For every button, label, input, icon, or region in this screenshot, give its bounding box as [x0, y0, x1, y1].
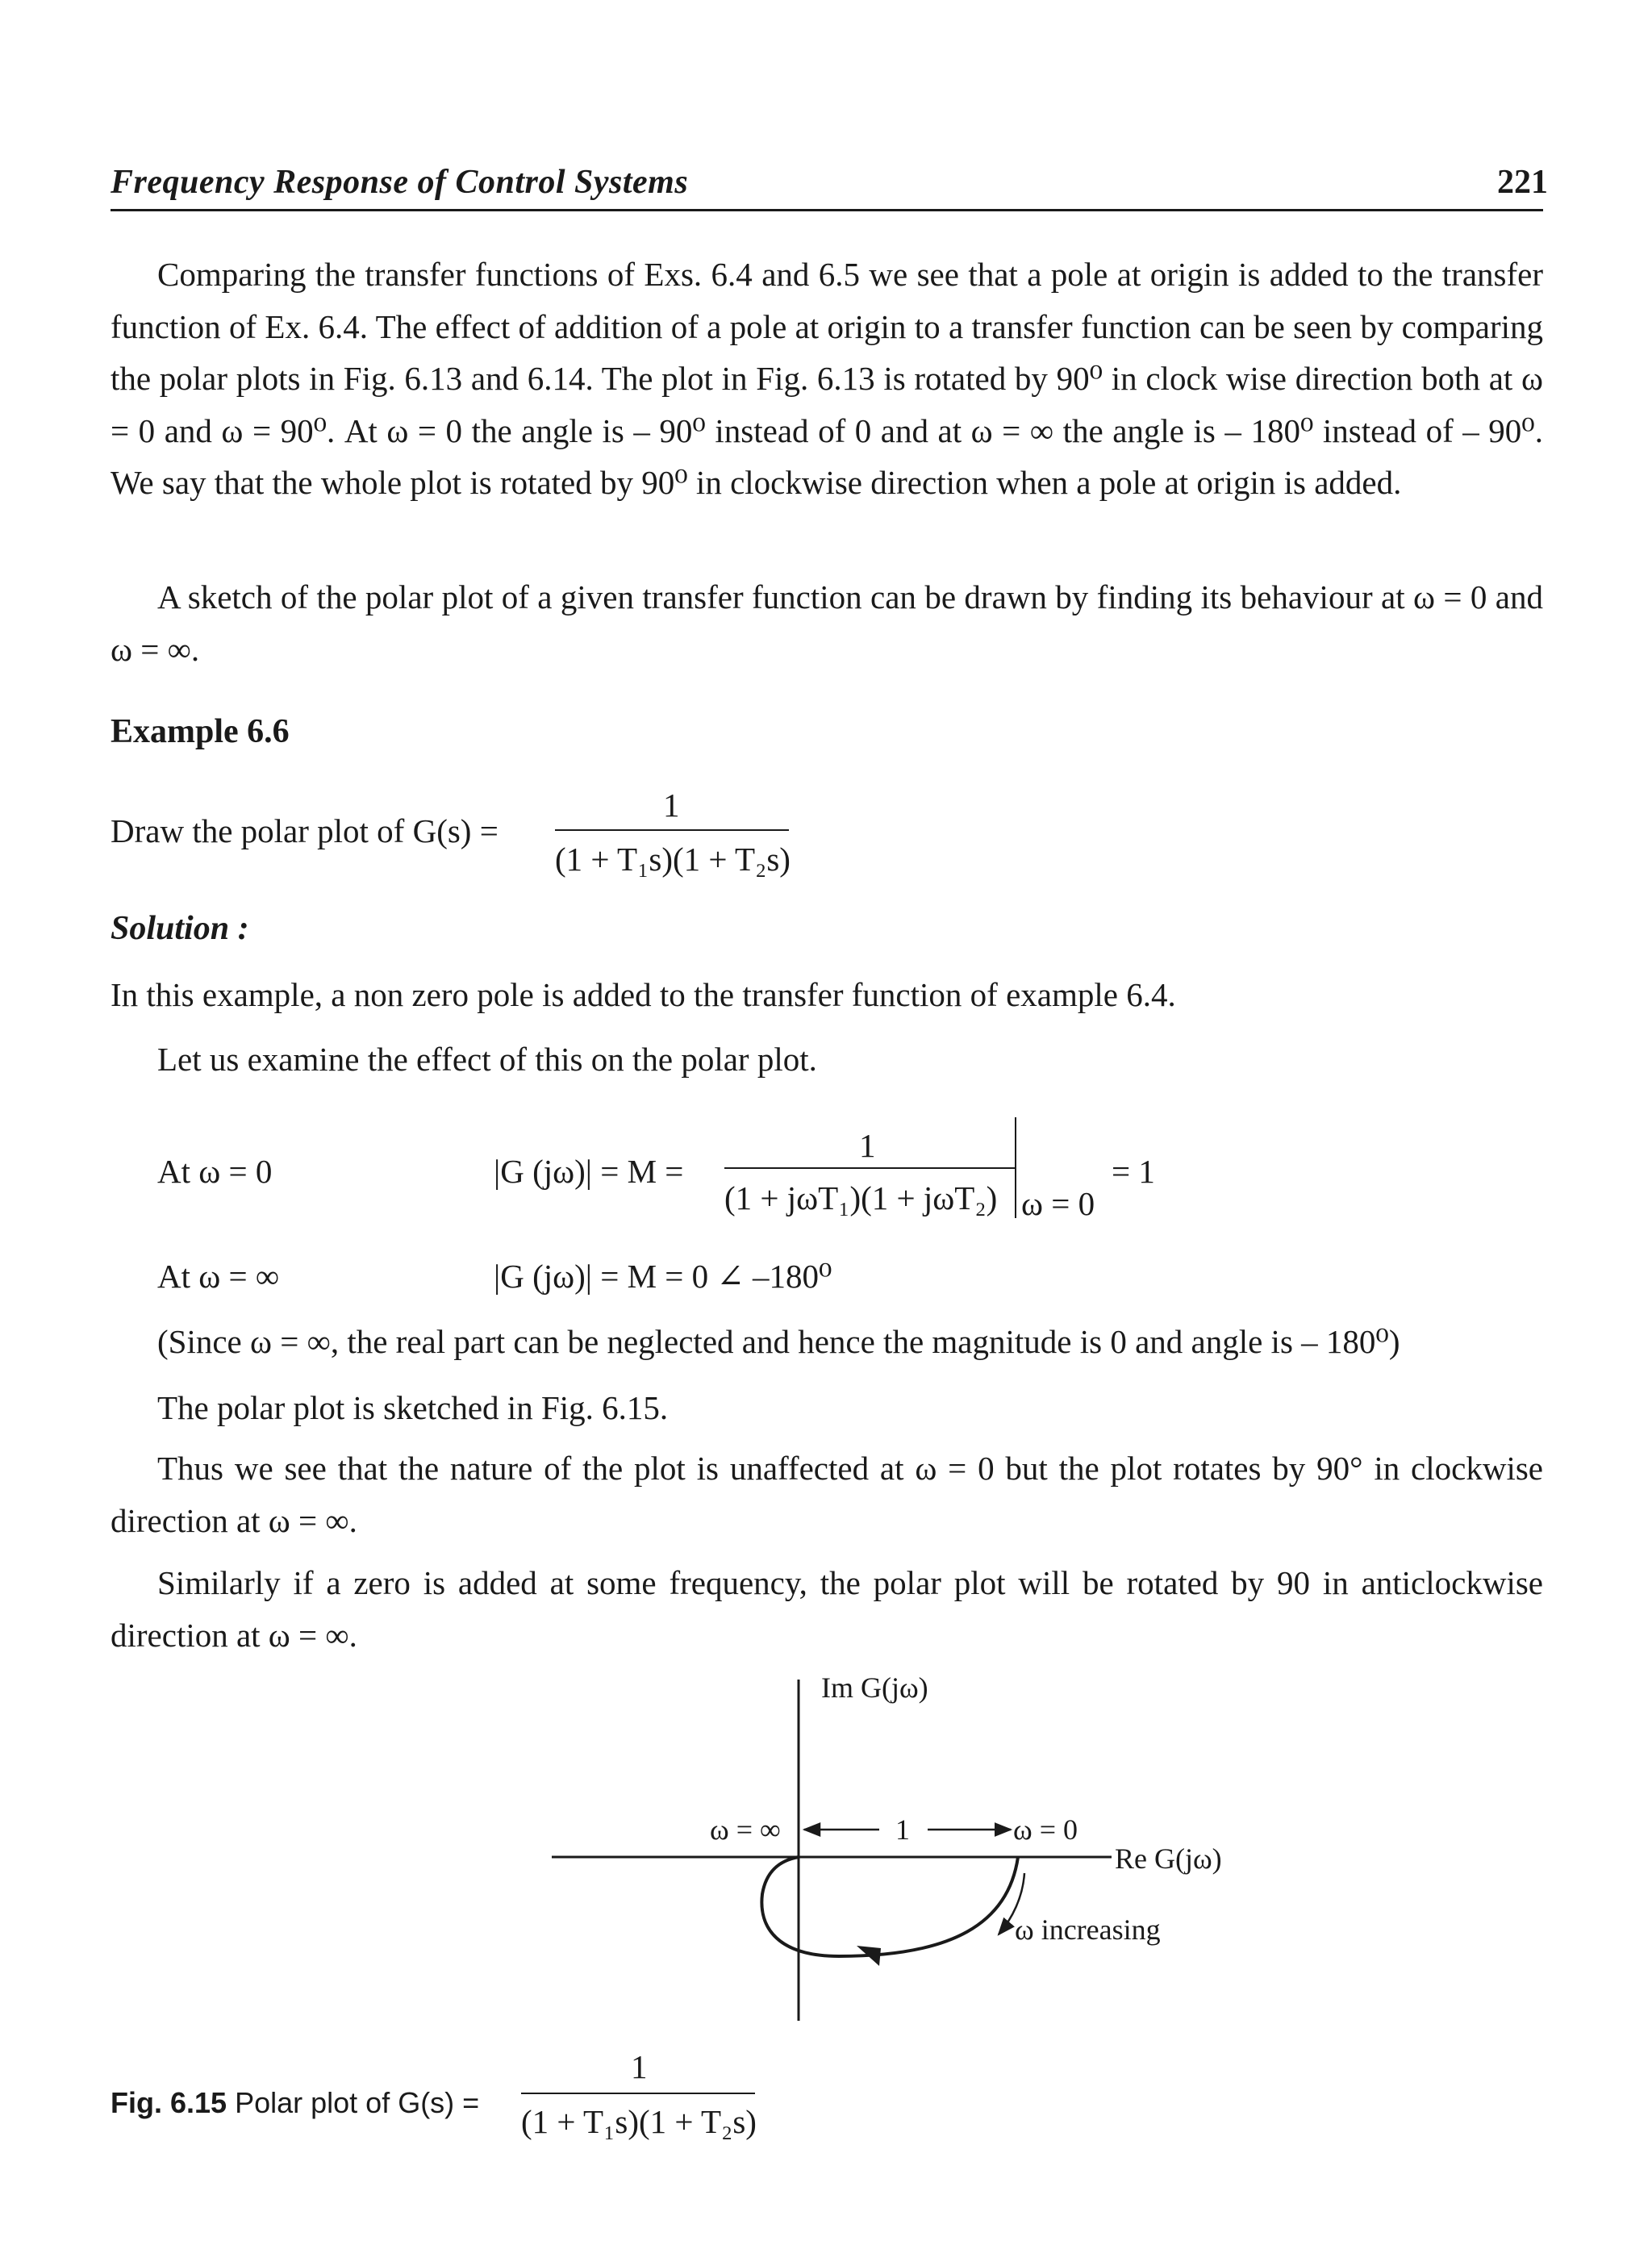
solution-line-2: Let us examine the effect of this on the polar plot.	[157, 1041, 817, 1078]
figure-caption-number: Fig. 6.15	[111, 2086, 227, 2119]
example-heading: Example 6.6	[111, 713, 290, 750]
omega-increasing-label: ω increasing	[1015, 1913, 1161, 1946]
page-number: 221	[1497, 164, 1548, 201]
paragraph-2-text: A sketch of the polar plot of a given transfer function can be drawn by finding its behaviour at ω = 0 and ω = ∞.	[111, 578, 1543, 668]
solution-line-4: The polar plot is sketched in Fig. 6.15.	[157, 1389, 669, 1426]
eq1-numerator: 1	[859, 1127, 876, 1164]
eq2-condition: At ω = ∞	[157, 1258, 280, 1295]
figure-caption	[111, 2086, 480, 2119]
solution-heading: Solution :	[111, 910, 249, 947]
eq1-denominator: (1 + jωT₁)(1 + jωT₂)	[724, 1179, 998, 1216]
omega-zero-label: ω = 0	[1013, 1813, 1078, 1846]
eq2-expression: |G (jω)| = M = 0 ∠ –180⁰	[494, 1258, 832, 1295]
example-numerator: 1	[663, 787, 680, 824]
eq1-result: = 1	[1112, 1153, 1155, 1190]
eq1-lhs: |G (jω)| = M =	[494, 1153, 684, 1190]
caption-fraction-bar	[521, 2093, 755, 2094]
solution-line-6: Similarly if a zero is added at some frequency, the polar plot will be rotated by 90 in anticlockwise direction at ω = ∞.	[111, 1564, 1543, 1654]
omega-infinity-label: ω = ∞	[710, 1813, 781, 1846]
polar-curve	[761, 1857, 1018, 1956]
real-axis-label: Re G(jω)	[1115, 1842, 1222, 1875]
paragraph-1-text: Comparing the transfer functions of Exs. 6.4 and 6.5 we see that a pole at origin is added to the transfer function of Ex. 6.4. The effect of addition of a pole at origin to a transfer function can be seen by comparing the polar plots in Fig. 6.13 and 6.14. The plot in Fig. 6.13 is rotated by 90⁰ in clock wise direction both at ω = 0 and ω = 90⁰. At ω = 0 the angle is – 90⁰ instead of 0 and at ω = ∞ the angle is – 180⁰ instead of – 90⁰. We say that the whole plot is rotated by 90⁰ in clockwise direction when a pole at origin is added.	[111, 256, 1543, 501]
dimension-one-label: 1	[895, 1813, 910, 1846]
caption-numerator: 1	[631, 2048, 648, 2085]
solution-line-3: (Since ω = ∞, the real part can be neglected and hence the magnitude is 0 and angle is – 180⁰)	[157, 1323, 1400, 1360]
running-header-title: Frequency Response of Control Systems	[111, 164, 689, 201]
caption-denominator: (1 + T₁s)(1 + T₂s)	[521, 2103, 757, 2140]
solution-line-5: Thus we see that the nature of the plot is unaffected at ω = 0 but the plot rotates by 90° in clockwise direction at ω = ∞.	[111, 1450, 1543, 1539]
example-statement: Draw the polar plot of G(s) =	[111, 812, 499, 849]
figure-caption-text: Polar plot of G(s) =	[235, 2086, 480, 2119]
solution-line-1: In this example, a non zero pole is added to the transfer function of example 6.4.	[111, 976, 1176, 1013]
eq1-condition: At ω = 0	[157, 1153, 273, 1190]
imaginary-axis-label: Im G(jω)	[821, 1671, 928, 1704]
eq1-evaluated-at: ω = 0	[1021, 1185, 1095, 1222]
example-denominator: (1 + T₁s)(1 + T₂s)	[555, 841, 791, 878]
